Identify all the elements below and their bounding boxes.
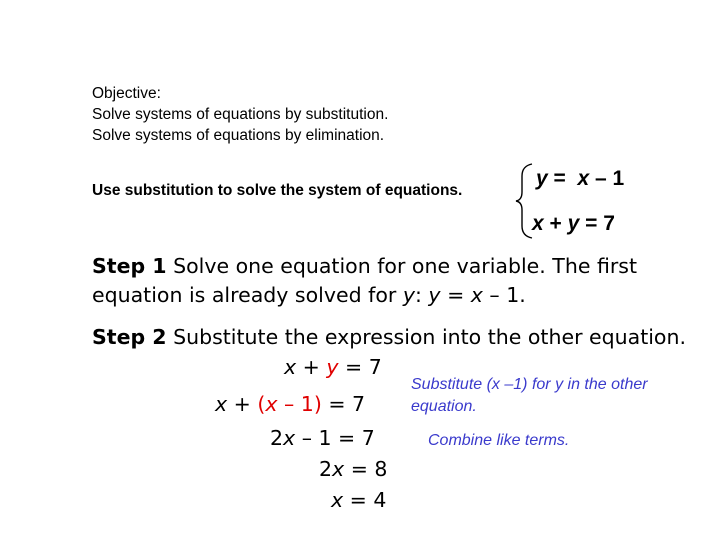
instruction-text: Use substitution to solve the system of equations. [92,182,463,199]
step2-paragraph: Step 2 Substitute the expression into the other equation. [92,325,686,349]
objective-line-elimination: Solve systems of equations by elimination. [92,127,385,144]
step2-label: Step 2 [92,325,167,349]
objective-heading: Objective: [92,85,161,102]
system-equation-1: y = x – 1 [536,167,625,190]
work-line-3: 2x – 1 = 7 [270,426,375,450]
note-substitute-line1: Substitute (x –1) for y in the other [411,376,648,393]
work-line-4: 2x = 8 [319,457,388,481]
step1-paragraph: Step 1 Solve one equation for one variable. The first equation is already solved for y: y = x – 1. [92,254,638,307]
note-substitute-line2: equation. [411,398,477,415]
system-equation-2: x + y = 7 [532,212,615,235]
work-line-2: x + (x – 1) = 7 [215,392,366,416]
work-line-1: x + y = 7 [284,355,382,379]
note-combine: Combine like terms. [428,432,570,449]
work-line-5: x = 4 [331,488,387,512]
objective-line-substitution: Solve systems of equations by substitution. [92,106,389,123]
step1-label: Step 1 [92,254,167,278]
